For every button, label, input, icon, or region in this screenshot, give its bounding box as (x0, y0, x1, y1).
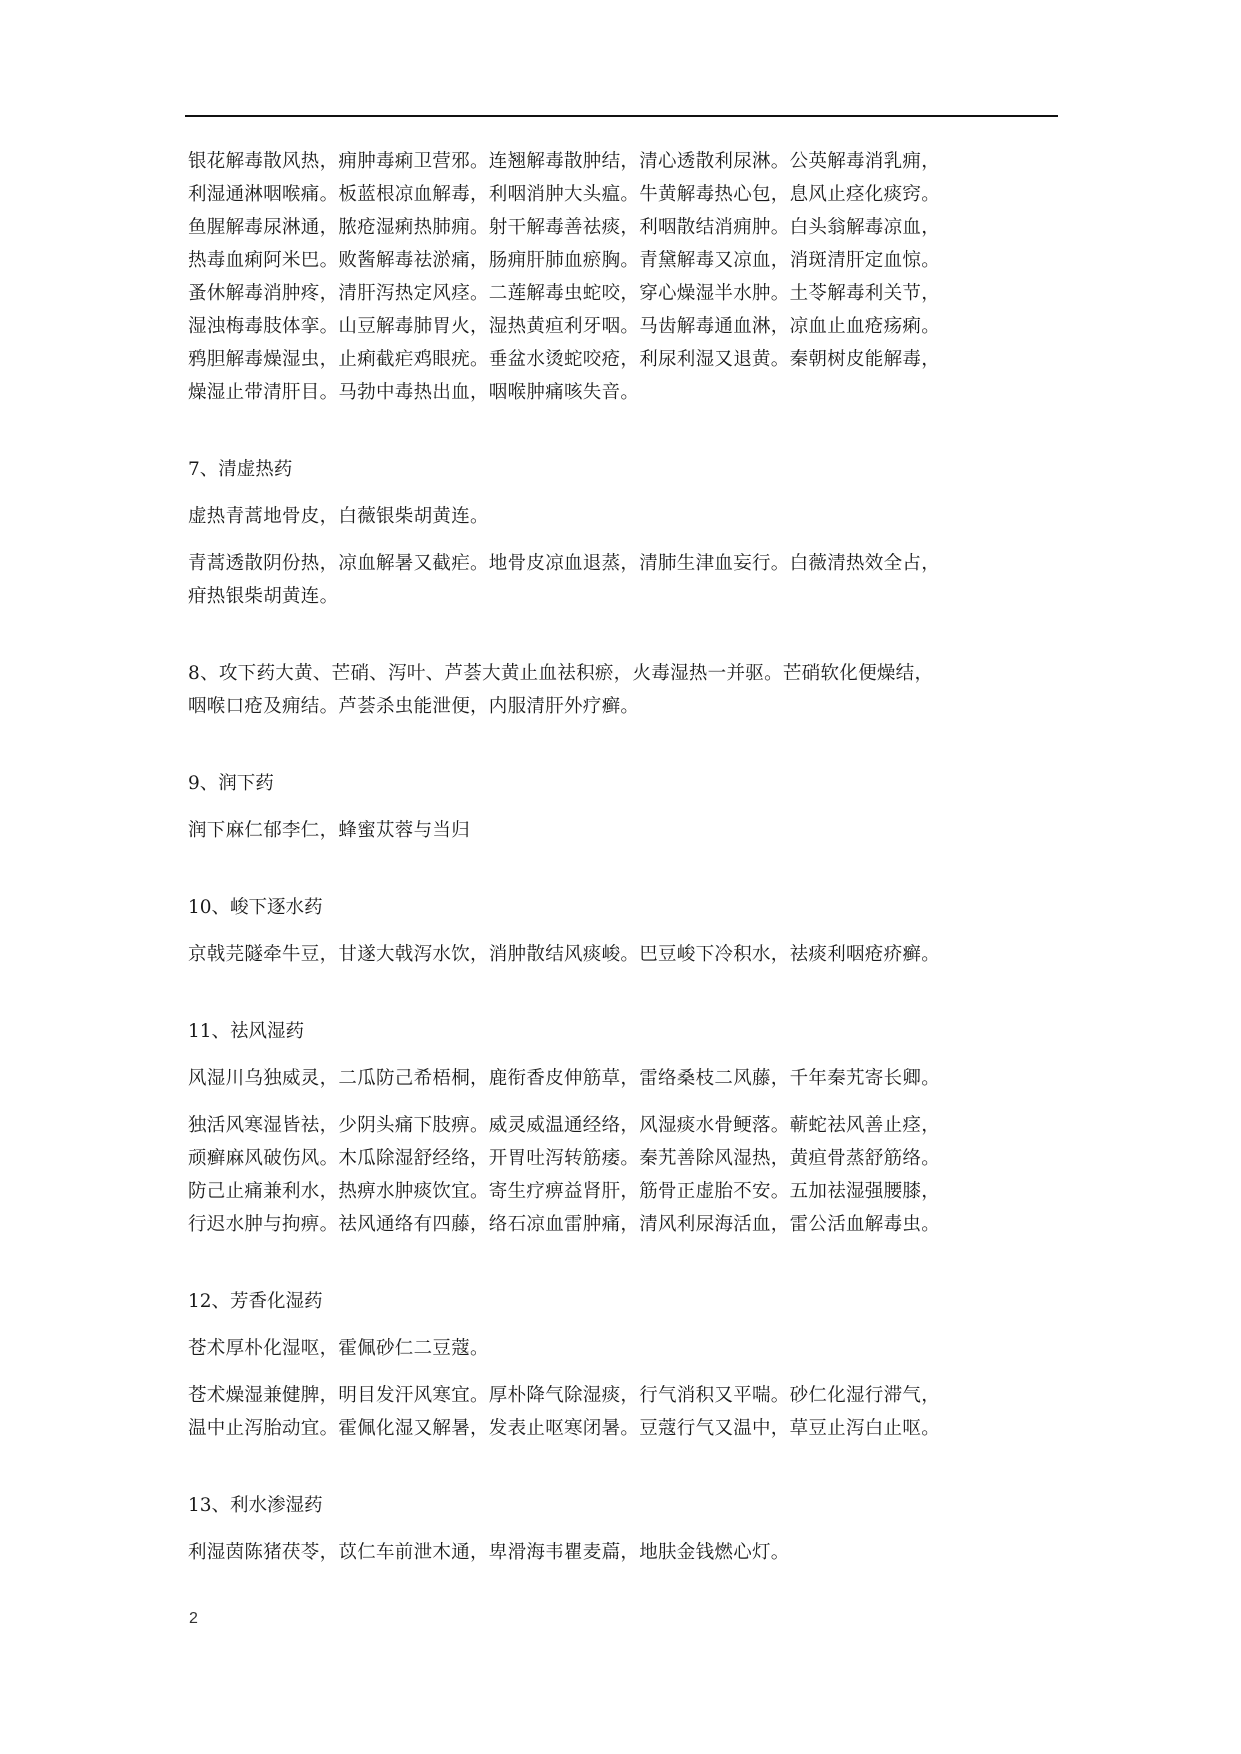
spacer (188, 1445, 1068, 1489)
page-content (188, 145, 1068, 1569)
spacer (188, 1095, 1068, 1109)
section-heading: 7、清虚热药 (188, 459, 293, 480)
paragraph: 独活风寒湿皆祛，少阴头痛下肢痹。威灵威温通经络，风湿痰水骨鲠落。蕲蛇祛风善止痉， 顽癣麻风破伤风。木瓜除湿舒经络，开胃吐泻转筋痿。秦艽善除风湿热，黄疸骨蒸舒筋络。 防己止痛兼利水，热痹水肿痰饮宜。寄生疗痹益肾肝，筋骨正虚胎不安。五加祛湿强腰膝， 行迟水肿与拘痹。祛风通络有四藤，络石凉血雷肿痛，清风利尿海活血，雷公活血解毒虫。 (188, 1115, 941, 1235)
header-rule (185, 115, 1058, 117)
spacer (188, 1522, 1068, 1536)
spacer (188, 533, 1068, 547)
paragraph: 苍术厚朴化湿呕，霍佩砂仁二豆蔻。 (188, 1338, 489, 1359)
spacer (188, 1241, 1068, 1285)
spacer (188, 800, 1068, 814)
section-heading: 13、利水渗湿药 (188, 1495, 323, 1516)
spacer (188, 486, 1068, 500)
paragraph: 京戟芫隧牵牛豆，甘遂大戟泻水饮，消肿散结风痰峻。巴豆峻下冷积水，祛痰利咽疮疥癣。 (188, 944, 941, 965)
paragraph: 银花解毒散风热，痈肿毒痢卫营邪。连翘解毒散肿结，清心透散利尿淋。公英解毒消乳痈， 利湿通淋咽喉痛。板蓝根凉血解毒，利咽消肿大头瘟。牛黄解毒热心包，息风止痉化痰窍。 鱼腥解毒尿淋通，脓疮湿痢热肺痈。射干解毒善祛痰，利咽散结消痈肿。白头翁解毒凉血， 热毒血痢阿米巴。败酱解毒祛淤痛，肠痈肝肺血瘀胸。青黛解毒又凉血，消斑清肝定血惊。 蚤休解毒消肿疼，清肝泻热定风痉。二莲解毒虫蛇咬，穿心燥湿半水肿。土苓解毒利关节， 湿浊梅毒肢体挛。山豆解毒肺胃火，湿热黄疸利牙咽。马齿解毒通血淋，凉血止血疮疡痢。 鸦胆解毒燥湿虫，止痢截疟鸡眼疣。垂盆水烫蛇咬疮，利尿利湿又退黄。秦朝树皮能解毒， 燥湿止带清肝目。马勃中毒热出血，咽喉肿痛咳失音。 (188, 151, 941, 403)
paragraph: 青蒿透散阴份热，凉血解暑又截疟。地骨皮凉血退蒸，清肺生津血妄行。白薇清热效全占， 疳热银柴胡黄连。 (188, 553, 941, 607)
spacer (188, 723, 1068, 767)
paragraph: 虚热青蒿地骨皮，白薇银柴胡黄连。 (188, 506, 489, 527)
spacer (188, 1318, 1068, 1332)
page-number: 2 (189, 1610, 198, 1627)
paragraph: 润下麻仁郁李仁，蜂蜜苁蓉与当归 (188, 820, 471, 841)
spacer (188, 924, 1068, 938)
section-heading: 11、祛风湿药 (188, 1021, 305, 1042)
spacer (188, 1048, 1068, 1062)
spacer (188, 971, 1068, 1015)
section-heading: 9、润下药 (188, 773, 274, 794)
spacer (188, 409, 1068, 453)
section-heading: 12、芳香化湿药 (188, 1291, 323, 1312)
paragraph: 8、攻下药大黄、芒硝、泻叶、芦荟大黄止血祛积瘀，火毒湿热一并驱。芒硝软化便燥结， 咽喉口疮及痈结。芦荟杀虫能泄便，内服清肝外疗癣。 (188, 663, 934, 717)
spacer (188, 847, 1068, 891)
spacer (188, 613, 1068, 657)
spacer (188, 1365, 1068, 1379)
section-heading: 10、峻下逐水药 (188, 897, 323, 918)
paragraph: 利湿茵陈猪茯苓，苡仁车前泄木通，卑滑海韦瞿麦萹，地肤金钱燃心灯。 (188, 1542, 790, 1563)
paragraph: 风湿川乌独威灵，二瓜防己希梧桐，鹿衔香皮伸筋草，雷络桑枝二风藤，千年秦艽寄长卿。 (188, 1068, 941, 1089)
paragraph: 苍术燥湿兼健脾，明目发汗风寒宜。厚朴降气除湿痰，行气消积又平喘。砂仁化湿行滞气， 温中止泻胎动宜。霍佩化湿又解暑，发表止呕寒闭暑。豆蔻行气又温中，草豆止泻白止呕。 (188, 1385, 941, 1439)
